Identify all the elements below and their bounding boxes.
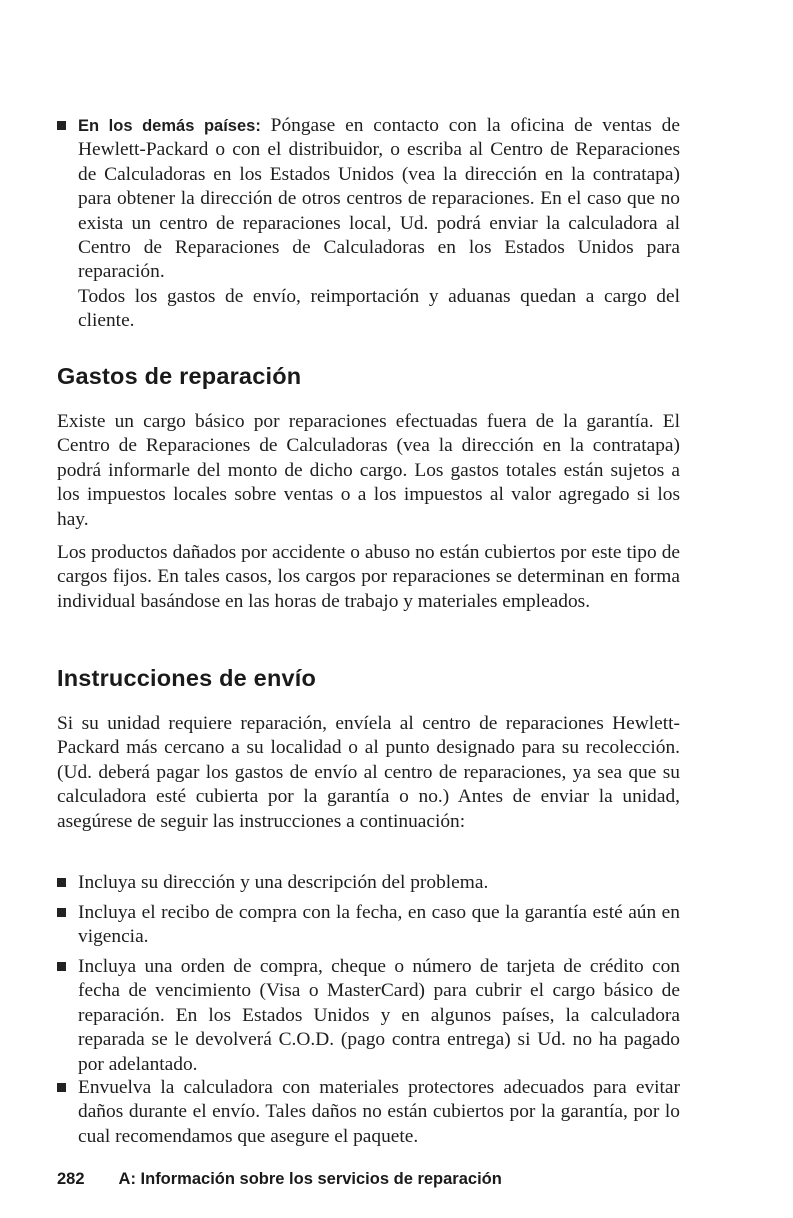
bullet-square-icon: [57, 908, 66, 917]
footer-title: A: Información sobre los servicios de reparación: [118, 1170, 502, 1188]
intro-bullet: [57, 114, 680, 285]
paragraph: Los productos dañados por accidente o abuso no están cubiertos por este tipo de cargos fijos. En tales casos, los cargos por reparaciones se determinan en forma individual basándose en las horas de trabajo y materiales empleados.: [57, 542, 680, 612]
section-heading-instrucciones: Instrucciones de envío: [57, 665, 317, 691]
bullet-square-icon: [57, 878, 66, 887]
bullet-square-icon: [57, 121, 66, 130]
list-item: Incluya el recibo de compra con la fecha, en caso que la garantía esté aún en vigencia.: [57, 901, 680, 950]
page-footer: [57, 1170, 502, 1189]
bullet-square-icon: [57, 1083, 66, 1092]
page-number: 282: [57, 1170, 85, 1188]
section-heading-gastos: Gastos de reparación: [57, 363, 302, 389]
bullet-lead: En los demás países:: [78, 117, 261, 135]
list-item: Incluya una orden de compra, cheque o número de tarjeta de crédito con fecha de vencimiento (Visa o MasterCard) para cubrir el cargo básico de reparación. En los Estados Unidos y en algunos países, la calculadora reparada se le devolverá C.O.D. (pago contra entrega) si Ud. no ha pagado por adelantado.: [57, 955, 680, 1077]
paragraph: Existe un cargo básico por reparaciones efectuadas fuera de la garantía. El Centro de Reparaciones de Calculadoras (vea la dirección en la contratapa) podrá informarle del monto de dicho cargo. Los gastos totales están sujetos a los impuestos locales sobre ventas o a los impuestos al valor agregado si los hay.: [57, 411, 680, 530]
paragraph: Si su unidad requiere reparación, envíela al centro de reparaciones Hewlett-Packard más cercano a su localidad o al punto designado para su recolección. (Ud. deberá pagar los gastos de envío al centro de reparaciones, ya sea que su calculadora esté cubierta por la garantía o no.) Antes de enviar la unidad, asegúrese de seguir las instrucciones a continuación:: [57, 713, 680, 832]
list-item: Incluya su dirección y una descripción del problema.: [57, 871, 680, 895]
bullet-text: Póngase en contacto con la oficina de ventas de Hewlett-Packard o con el distribuidor, o escriba al Centro de Reparaciones de Calculadoras en los Estados Unidos (vea la dirección en la contratapa) para obtener la dirección de otros centros de reparaciones. En el caso que no exista un centro de reparaciones local, Ud. podrá enviar la calculadora al Centro de Reparaciones de Calculadoras en los Estados Unidos para reparación.: [78, 115, 680, 283]
bullet-square-icon: [57, 962, 66, 971]
list-item: Envuelva la calculadora con materiales protectores adecuados para evitar daños durante el envío. Tales daños no están cubiertos por la garantía, por lo cual recomendamos que asegure el paquete.: [57, 1076, 680, 1149]
intro-note: Todos los gastos de envío, reimportación y aduanas quedan a cargo del cliente.: [78, 286, 680, 332]
